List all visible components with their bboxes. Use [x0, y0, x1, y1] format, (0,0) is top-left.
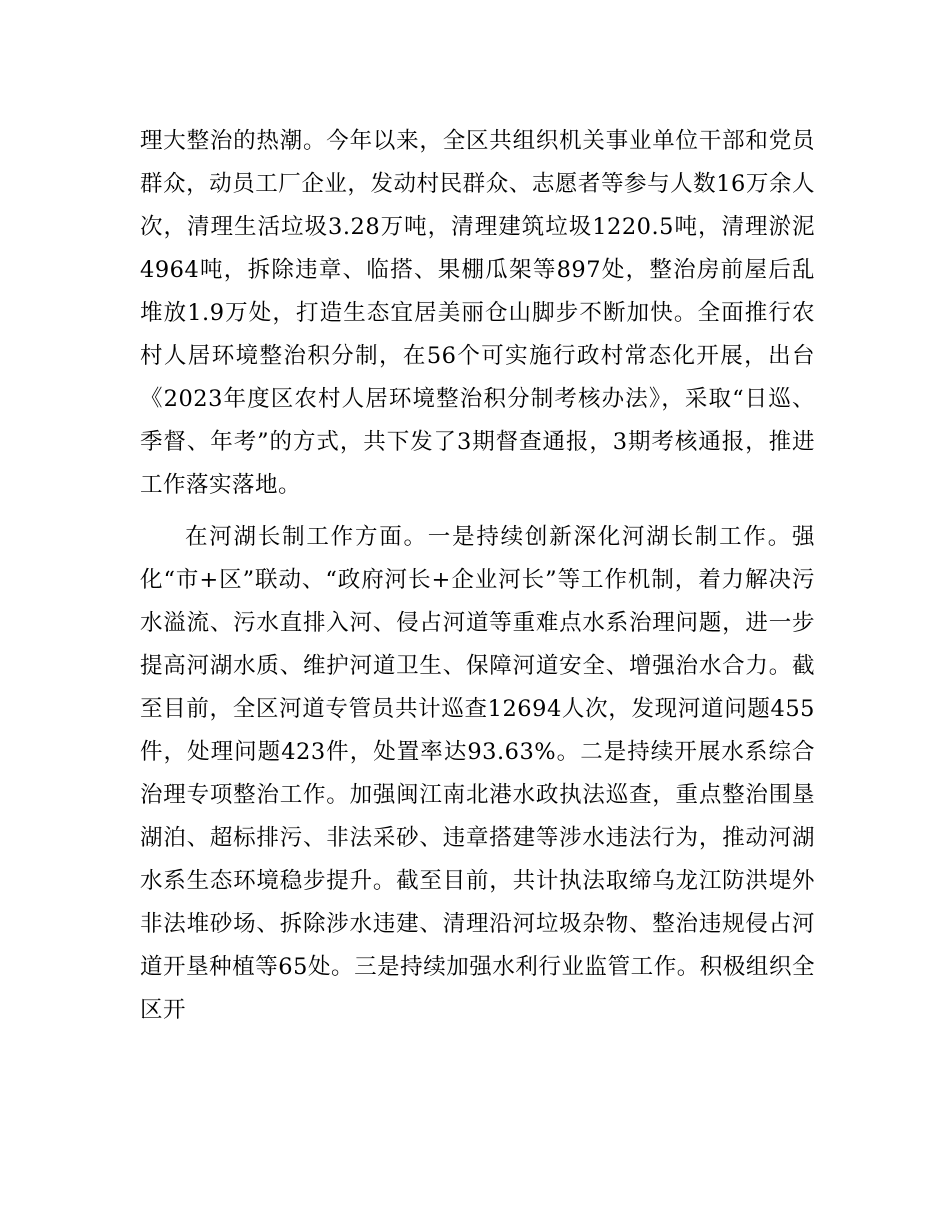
paragraph-continuation: 理大整治的热潮。今年以来，全区共组织机关事业单位干部和党员群众，动员工厂企业，发动村民群众、志愿者等参与人数16万余人次，清理生活垃圾3.28万吨，清理建筑垃圾1220.5吨，清理淤泥4964吨，拆除违章、临搭、果棚瓜架等897处，整治房前屋后乱堆放1.9万处，打造生态宜居美丽仓山脚步不断加快。全面推行农村人居环境整治积分制，在56个可实施行政村常态化开展，出台《2023年度区农村人居环境整治积分制考核办法》，采取“日巡、季督、年考”的方式，共下发了3期督查通报，3期考核通报，推进工作落实落地。: [140, 128, 815, 498]
document-body: [140, 120, 815, 1032]
paragraph-spacer: [140, 507, 815, 516]
paragraph-river-lake-chief: 在河湖长制工作方面。一是持续创新深化河湖长制工作。强化“市+区”联动、“政府河长+企业河长”等工作机制，着力解决污水溢流、污水直排入河、侵占河道等重难点水系治理问题，进一步提高河湖水质、维护河道卫生、保障河道安全、增强治水合力。截至目前，全区河道专管员共计巡查12694人次，发现河道问题455件，处理问题423件，处置率达93.63%。二是持续开展水系综合治理专项整治工作。加强闽江南北港水政执法巡查，重点整治围垦湖泊、超标排污、非法采砂、违章搭建等涉水违法行为，推动河湖水系生态环境稳步提升。截至目前，共计执法取缔乌龙江防洪堤外非法堆砂场、拆除涉水违建、清理沿河垃圾杂物、整治违规侵占河道开垦种植等65处。三是持续加强水利行业监管工作。积极组织全区开: [140, 524, 815, 1023]
